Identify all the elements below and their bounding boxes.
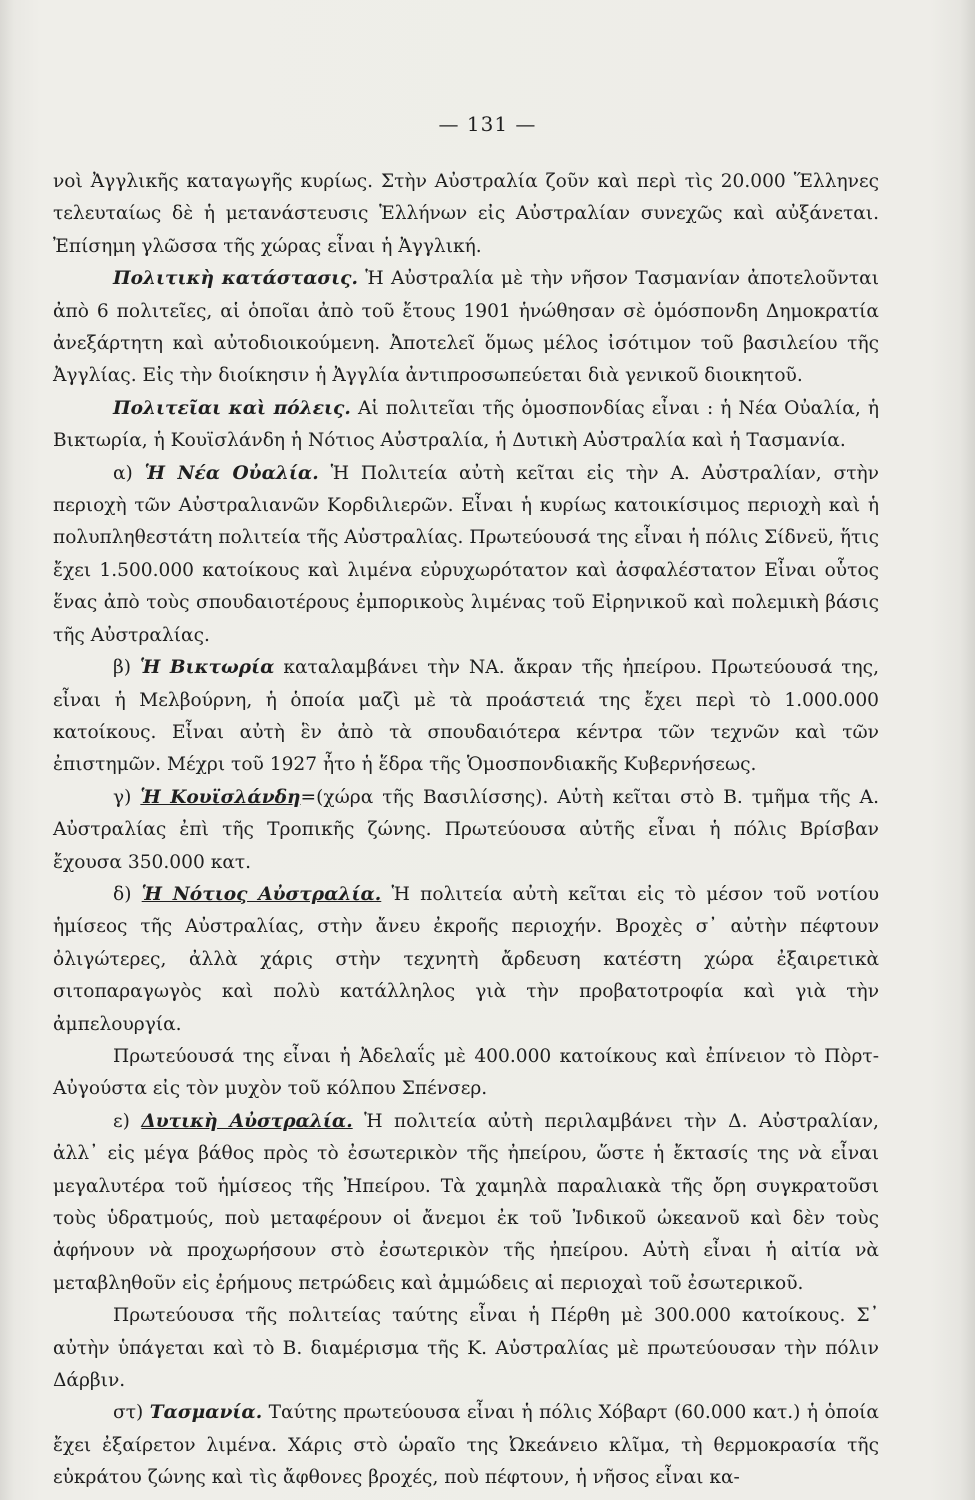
politics-heading: Πολιτικὴ κατάστασις. <box>113 268 358 290</box>
paragraph-new-south-wales <box>53 458 879 652</box>
western-australia-heading: Δυτικὴ Αὐστραλία. <box>141 1110 353 1132</box>
paragraph-tasmania <box>53 1397 879 1494</box>
page-number: — 131 — <box>438 112 537 136</box>
states-heading: Πολιτεῖαι καὶ πόλεις. <box>113 397 351 419</box>
south-australia-text: Ἡ πολιτεία αὐτὴ κεῖται εἰς τὸ μέσον τοῦ νοτίου ἡμίσεος τῆς Αὐστραλίας, στὴν ἄνευ ἐκροῆς περιοχήν. Βροχὲς σ᾿ αὐτὴν πέφτουν ὀλιγώτερες, ἀλλὰ χάρις στὴν τεχνητὴ ἄρδευση κατέστη χώρα ἐξαιρετικὰ σιτοπαραγωγὸς καὶ πολὺ κατάλληλος γιὰ τὴν προβατοτροφία καὶ γιὰ τὴν ἀμπελουργία. <box>53 883 879 1035</box>
south-australia-capital-text: Πρωτεύουσά της εἶναι ἡ Ἀδελαΐς μὲ 400.000 κατοίκους καὶ ἐπίνειον τὸ Πὸρτ-Αὐγούστα εἰς τὸν μυχὸν τοῦ κόλπου Σπένσερ. <box>53 1045 879 1100</box>
states-text: Αἱ πολιτεῖαι τῆς ὁμοσπονδίας εἶναι : ἡ Νέα Οὐαλία, ἡ Βικτωρία, ἡ Κουϊσλάνδη ἡ Νότιος Αὐστραλία, ἡ Δυτικὴ Αὐστραλία καὶ ἡ Τασμανία. <box>53 397 879 452</box>
new-south-wales-text: Ἡ Πολιτεία αὐτὴ κεῖται εἰς τὴν Α. Αὐστραλίαν, στὴν περιοχὴ τῶν Αὐστραλιανῶν Κορδιλιερῶν. Εἶναι ἡ κυρίως κατοικίσιμος περιοχὴ καὶ ἡ πολυπληθεστάτη πολιτεία τῆς Αὐστραλίας. Πρωτεύουσά της εἶναι ἡ πόλις Σίδνεϋ, ἥτις ἔχει 1.500.000 κατοίκους καὶ λιμένα εὐρυχωρότατον καὶ ἀσφαλέστατον Εἶναι οὗτος ἕνας ἀπὸ τοὺς σπουδαιοτέρους ἐμπορικοὺς λιμένας τοῦ Εἰρηνικοῦ καὶ πολεμικὴ βάσις τῆς Αὐστραλίας. <box>53 462 879 646</box>
item-label-f: στ) <box>113 1402 150 1424</box>
paragraph-victoria <box>53 652 879 782</box>
item-label-d: δ) <box>113 883 142 905</box>
paragraph-queensland <box>53 782 879 879</box>
western-australia-text: Ἡ πολιτεία αὐτὴ περιλαμβάνει τὴν Δ. Αὐστραλίαν, ἀλλ᾿ εἰς μέγα βάθος πρὸς τὸ ἐσωτερικὸν τῆς ἠπείρου, ὥστε ἡ ἔκτασίς της νὰ εἶναι μεγαλυτέρα τοῦ ἡμίσεος τῆς Ἠπείρου. Τὰ χαμηλὰ παραλιακὰ τῆς ὄρη συγκρατοῦσι τοὺς ὑδρατμούς, ποὺ μεταφέρουν οἱ ἄνεμοι ἐκ τοῦ Ἰνδικοῦ ὠκεανοῦ καὶ δὲν τοὺς ἀφήνουν νὰ προχωρήσουν στὸ ἐσωτερικὸν τῆς ἠπείρου. Αὐτὴ εἶναι ἡ αἰτία νὰ μεταβληθοῦν εἰς ἐρήμους πετρώδεις καὶ ἀμμώδεις αἱ περιοχαὶ τοῦ ἐσωτερικοῦ. <box>53 1110 879 1294</box>
victoria-heading: Ἡ Βικτωρία <box>139 657 275 679</box>
south-australia-heading: Ἡ Νότιος Αὐστραλία. <box>141 883 382 905</box>
item-label-e: ε) <box>113 1110 142 1132</box>
paragraph-states <box>53 393 879 458</box>
paragraph-western-australia-capital <box>53 1300 879 1397</box>
paragraph-south-australia-capital <box>53 1041 879 1106</box>
item-label-a: α) <box>113 462 145 484</box>
western-australia-capital-text: Πρωτεύουσα τῆς πολιτείας ταύτης εἶναι ἡ Πέρθη μὲ 300.000 κατοίκους. Σ᾿ αὐτὴν ὑπάγεται καὶ τὸ Β. διαμέρισμα τῆς Κ. Αὐστραλίας μὲ πρωτεύουσαν τὴν πόλιν Δάρβιν. <box>53 1305 879 1392</box>
item-label-c: γ) <box>113 786 141 808</box>
tasmania-heading: Τασμανία. <box>149 1402 263 1424</box>
body-text <box>53 166 879 1495</box>
paragraph-intro <box>53 166 879 263</box>
queensland-text: =(χώρα τῆς Βασιλίσσης). Αὐτὴ κεῖται στὸ Β. τμῆμα τῆς Α. Αὐστραλίας ἐπὶ τῆς Τροπικῆς ζώνης. Πρωτεύουσα αὐτῆς εἶναι ἡ πόλις Βρίσβαν ἔχουσα 350.000 κατ. <box>53 786 879 873</box>
paragraph-politics <box>53 263 879 393</box>
paragraph-western-australia <box>53 1106 879 1300</box>
intro-text: νοὶ Ἀγγλικῆς καταγωγῆς κυρίως. Στὴν Αὐστραλία ζοῦν καὶ περὶ τὶς 20.000 Ἕλληνες τελευταίως δὲ ἡ μετανάστευσις Ἑλλήνων εἰς Αὐστραλίαν συνεχῶς καὶ αὐξάνεται. Ἐπίσημη γλῶσσα τῆς χώρας εἶναι ἡ Ἀγγλική. <box>53 171 879 257</box>
new-south-wales-heading: Ἡ Νέα Οὐαλία. <box>144 462 319 484</box>
paragraph-south-australia <box>53 879 879 1041</box>
politics-text: Ἡ Αὐστραλία μὲ τὴν νῆσον Τασμανίαν ἀποτελοῦνται ἀπὸ 6 πολιτεῖες, αἱ ὁποῖαι ἀπὸ τοῦ ἔτους 1901 ἡνώθησαν σὲ ὁμόσπονδη Δημοκρατία ἀνεξάρτητη καὶ αὐτοδιοικούμενη. Ἀποτελεῖ ὅμως μέλος ἰσότιμον τοῦ βασιλείου τῆς Ἀγγλίας. Εἰς τὴν διοίκησιν ἡ Ἀγγλία ἀντιπροσωπεύεται διὰ γενικοῦ διοικητοῦ. <box>53 268 879 387</box>
tasmania-text: Ταύτης πρωτεύουσα εἶναι ἡ πόλις Χόβαρτ (60.000 κατ.) ἡ ὁποία ἔχει ἐξαίρετον λιμένα. Χάρις στὸ ὡραῖο της Ὠκεάνειο κλῖμα, τὴ θερμοκρασία τῆς εὐκράτου ζώνης καὶ τὶς ἄφθονες βροχές, ποὺ πέφτουν, ἡ νῆσος εἶναι κα- <box>53 1402 879 1489</box>
victoria-text: καταλαμβάνει τὴν ΝΑ. ἄκραν τῆς ἠπείρου. Πρωτεύουσά της, εἶναι ἡ Μελβούρνη, ἡ ὁποία μαζὶ μὲ τὰ προάστειά της ἔχει περὶ τὸ 1.000.000 κατοίκους. Εἶναι αὐτὴ ἓν ἀπὸ τὰ σπουδαιότερα κέντρα τῶν τεχνῶν καὶ τῶν ἐπιστημῶν. Μέχρι τοῦ 1927 ἦτο ἡ ἕδρα τῆς Ὁμοσπονδιακῆς Κυβερνήσεως. <box>53 657 879 776</box>
item-label-b: β) <box>113 657 140 679</box>
queensland-heading: Ἡ Κουϊσλάνδη <box>140 786 301 808</box>
